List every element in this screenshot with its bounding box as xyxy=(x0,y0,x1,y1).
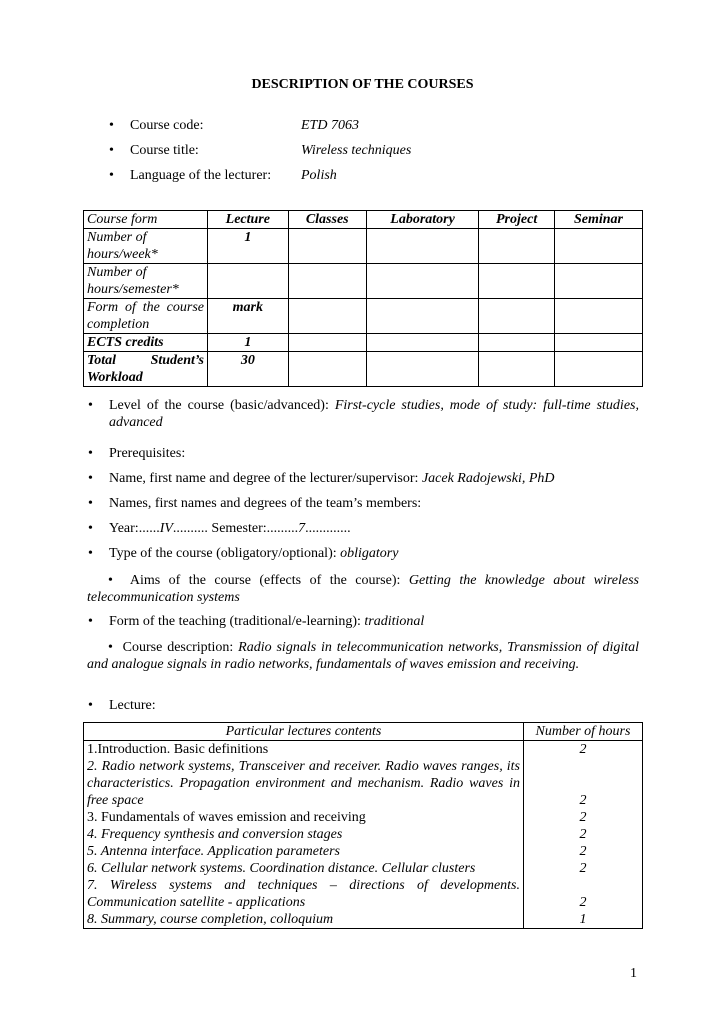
bullet-icon: • xyxy=(109,168,114,183)
level-label: Level of the course (basic/advanced): xyxy=(109,398,335,413)
year-value: IV xyxy=(159,521,173,536)
lecture-line xyxy=(87,809,520,826)
bullet-icon: • xyxy=(109,118,114,133)
row-label: Number of hours/week* xyxy=(84,229,208,264)
table-row xyxy=(84,299,643,334)
table-cell xyxy=(366,334,478,352)
table-cell xyxy=(479,264,555,299)
lecture-cell xyxy=(208,264,289,299)
lecture-line: 8. Summary, course completion, colloquium xyxy=(87,912,334,927)
table-cell xyxy=(366,229,478,264)
aims-item xyxy=(87,572,639,606)
lecture-content-cell xyxy=(84,741,524,929)
semester-label: .......... Semester:......... xyxy=(172,521,299,536)
hours-value: 2 xyxy=(579,861,587,876)
level-item xyxy=(109,397,639,431)
table-row xyxy=(84,264,643,299)
table-cell xyxy=(479,352,555,387)
spacer xyxy=(527,877,639,894)
table-cell xyxy=(479,299,555,334)
page-title: DESCRIPTION OF THE COURSES xyxy=(251,77,474,92)
hours-value: 2 xyxy=(579,742,587,757)
table-cell xyxy=(288,229,366,264)
table-cell xyxy=(366,264,478,299)
team-label: Names, first names and degrees of the team’s members: xyxy=(109,496,422,511)
table-cell xyxy=(554,352,642,387)
teaching-item xyxy=(109,614,424,630)
table-row xyxy=(84,229,643,264)
type-value: obligatory xyxy=(340,546,399,561)
lecture-cell: 1 xyxy=(208,334,289,352)
lecture-line: 7. Wireless systems and techniques – directions of developments. Communication satellite - applications xyxy=(87,878,520,910)
description-item xyxy=(87,639,639,673)
table-cell xyxy=(554,229,642,264)
hours-value: 2 xyxy=(579,810,587,825)
team-item xyxy=(109,496,421,512)
year-item xyxy=(109,521,351,537)
hours-value: 1 xyxy=(579,912,587,927)
bullet-icon: • xyxy=(109,143,114,158)
table-cell xyxy=(479,229,555,264)
row-label: Number of hours/semester* xyxy=(84,264,208,299)
lecture-table xyxy=(83,722,643,929)
prerequisites-item xyxy=(109,446,185,462)
hours-value: 2 xyxy=(579,827,587,842)
table-row xyxy=(84,334,643,352)
bullet-icon: • xyxy=(108,573,130,588)
column-header: Seminar xyxy=(554,211,642,229)
column-header: Particular lectures contents xyxy=(84,723,524,741)
lecture-cell: 30 xyxy=(208,352,289,387)
teaching-value: traditional xyxy=(364,614,425,629)
lecture-label: Lecture: xyxy=(109,698,156,713)
table-cell xyxy=(288,264,366,299)
lecture-line: 5. Antenna interface. Application parameters xyxy=(87,844,341,859)
type-item xyxy=(109,546,398,562)
row-label: Form of the course completion xyxy=(84,299,208,334)
lecture-cell: 1 xyxy=(208,229,289,264)
description-value: Radio signals in telecommunication networks, Transmission of digital and analogue signals in radio networks, fundamentals of waves emission and receiving. xyxy=(87,640,640,672)
spacer xyxy=(527,758,639,792)
aims-label: Aims of the course (effects of the course): xyxy=(129,573,409,588)
table-cell xyxy=(366,352,478,387)
column-header: Project xyxy=(479,211,555,229)
info-item-title xyxy=(0,143,725,160)
lecture-cell: mark xyxy=(208,299,289,334)
lecture-line: 4. Frequency synthesis and conversion stages xyxy=(87,827,343,842)
column-header: Classes xyxy=(288,211,366,229)
semester-dots: ............. xyxy=(305,521,351,536)
prerequisites-label: Prerequisites: xyxy=(109,446,186,461)
info-label: Course title: xyxy=(130,143,199,158)
hours-value: 2 xyxy=(579,895,587,910)
info-label: Language of the lecturer: xyxy=(130,168,272,183)
hours-value: 2 xyxy=(579,793,587,808)
info-label: Course code: xyxy=(130,118,204,133)
info-value: Polish xyxy=(301,168,337,183)
description-label: Course description: xyxy=(122,640,239,655)
table-cell xyxy=(554,334,642,352)
level-value: First-cycle studies, mode of study: full-time studies, advanced xyxy=(109,398,639,430)
year-label: Year:...... xyxy=(109,521,160,536)
row-label: ECTS credits xyxy=(84,334,208,352)
type-label: Type of the course (obligatory/optional): xyxy=(109,546,341,561)
table-cell xyxy=(554,264,642,299)
hours-cell xyxy=(524,741,643,929)
info-value: ETD 7063 xyxy=(301,118,359,133)
bullet-icon: • xyxy=(108,640,123,655)
column-header: Course form xyxy=(84,211,208,229)
table-cell xyxy=(554,299,642,334)
info-item-language xyxy=(0,168,725,185)
column-header: Number of hours xyxy=(524,723,643,741)
table-cell xyxy=(366,299,478,334)
teaching-label: Form of the teaching (traditional/e-learning): xyxy=(109,614,365,629)
row-label: Total Student’s Workload xyxy=(84,352,208,387)
table-cell xyxy=(479,334,555,352)
aims-value: Getting the knowledge about wireless telecommunication systems xyxy=(87,573,639,605)
column-header: Laboratory xyxy=(366,211,478,229)
column-header: Lecture xyxy=(208,211,289,229)
table-row xyxy=(84,741,643,929)
lecturer-value: Jacek Radojewski, PhD xyxy=(421,471,555,486)
lecture-item xyxy=(109,698,156,714)
lecture-line: 2. Radio network systems, Transceiver and receiver. Radio waves ranges, its characteristics. Propagation environment and mechanism. Radio waves in free space xyxy=(87,759,520,808)
table-header-row xyxy=(84,723,643,741)
table-cell xyxy=(288,334,366,352)
table-header-row xyxy=(84,211,643,229)
info-item-code xyxy=(0,118,725,135)
course-form-table xyxy=(83,210,643,387)
lecture-line: 1.Introduction. Basic definitions xyxy=(87,742,269,757)
table-cell xyxy=(288,299,366,334)
semester-value: 7 xyxy=(298,521,306,536)
table-row xyxy=(84,352,643,387)
info-value: Wireless techniques xyxy=(301,143,412,158)
lecturer-item xyxy=(109,471,555,487)
page-number: 1 xyxy=(630,966,637,981)
table-cell xyxy=(288,352,366,387)
hours-value: 2 xyxy=(579,844,587,859)
lecturer-label: Name, first name and degree of the lecturer/supervisor: xyxy=(109,471,422,486)
lecture-line-text: 3. Fundamentals of waves emission and receiving xyxy=(87,810,366,825)
lecture-line: 6. Cellular network systems. Coordination distance. Cellular clusters xyxy=(87,861,476,876)
